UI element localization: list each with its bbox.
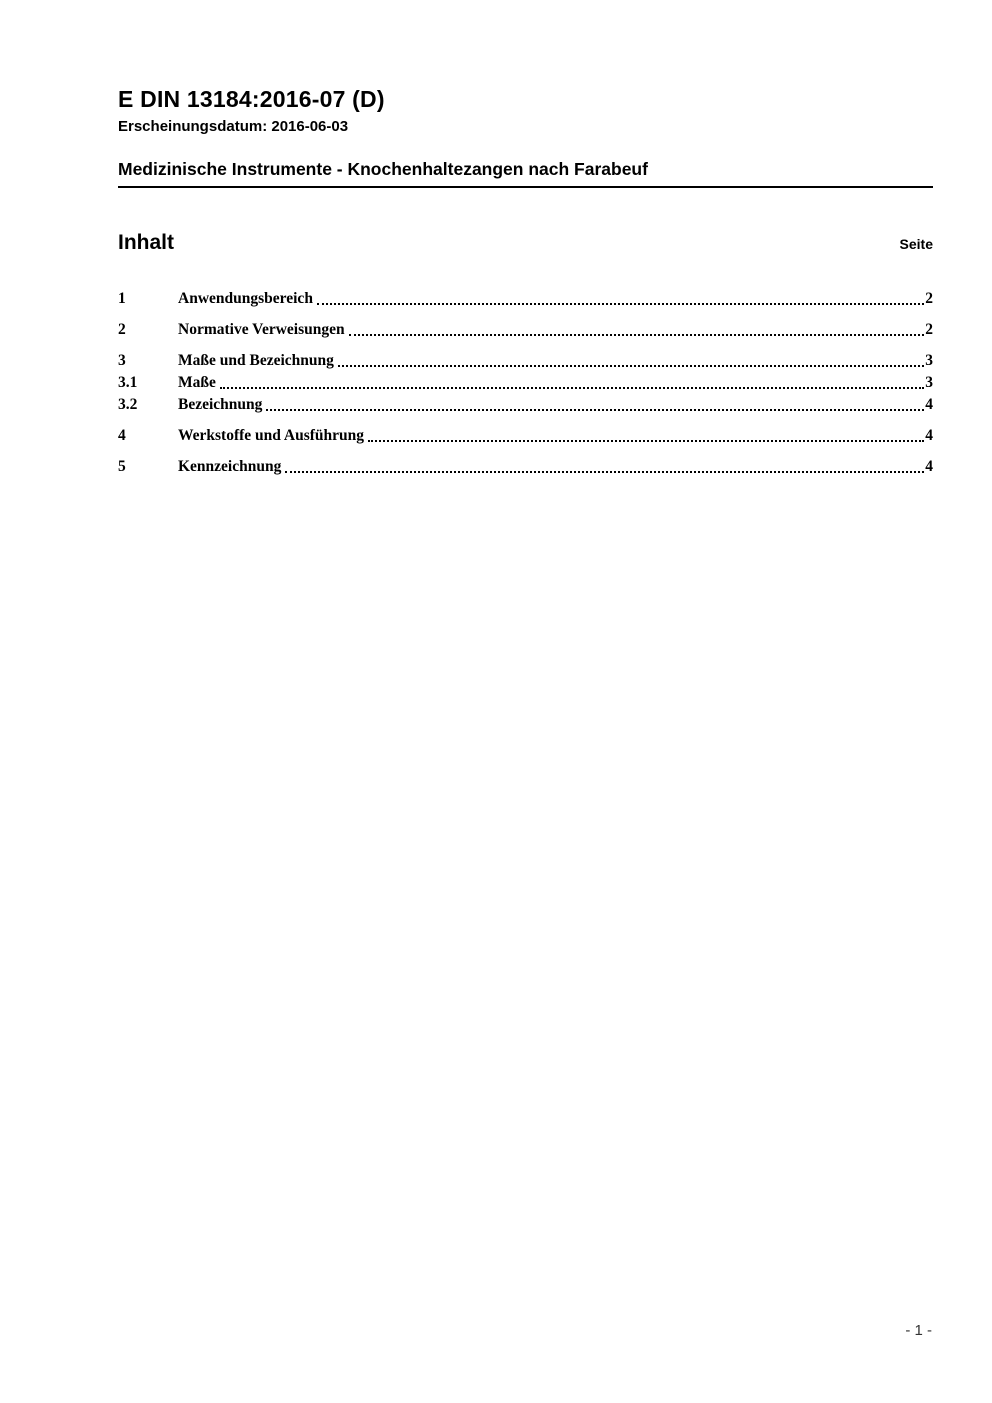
toc-entry-page: 2 [925, 289, 933, 307]
toc-entry-title: Normative Verweisungen [178, 320, 345, 338]
toc-entry-number: 3 [118, 351, 126, 369]
toc-entry[interactable] [118, 394, 933, 416]
toc-dot-leader [368, 425, 924, 442]
toc-entry-page: 4 [925, 395, 933, 413]
toc-entry-page: 4 [925, 426, 933, 444]
toc-entry-title: Anwendungsbereich [178, 289, 313, 307]
toc-entry-title: Kennzeichnung [178, 457, 282, 475]
toc-dot-leader [338, 350, 924, 367]
toc-entry-title: Maße [178, 373, 216, 391]
publication-date: Erscheinungsdatum: 2016-06-03 [118, 117, 349, 135]
toc-entry-number: 4 [118, 426, 126, 444]
toc-entry-title: Bezeichnung [178, 395, 263, 413]
toc-dot-leader [266, 394, 924, 411]
toc-dot-leader [349, 319, 925, 336]
toc-entry[interactable] [118, 456, 933, 478]
toc-dot-leader [285, 456, 924, 473]
toc-dot-leader [317, 288, 924, 305]
toc-entry[interactable] [118, 372, 933, 394]
toc-entry-title: Werkstoffe und Ausführung [178, 426, 365, 444]
page-column-label: Seite [899, 235, 933, 252]
toc-dot-leader [220, 372, 924, 389]
toc-header [118, 231, 933, 255]
toc-entry-number: 1 [118, 289, 126, 307]
toc-entry[interactable] [118, 288, 933, 310]
toc-entry-page: 4 [925, 457, 933, 475]
toc-entry-title: Maße und Bezeichnung [178, 351, 334, 369]
table-of-contents [118, 288, 933, 478]
toc-entry[interactable] [118, 425, 933, 447]
page-number: - 1 - [905, 1322, 932, 1339]
toc-heading: Inhalt [118, 230, 174, 254]
subject-heading: Medizinische Instrumente - Knochenhaltezangen nach Farabeuf [118, 159, 933, 188]
document-title: E DIN 13184:2016-07 (D) [118, 86, 385, 112]
toc-entry[interactable] [118, 350, 933, 372]
toc-entry-page: 2 [925, 320, 933, 338]
toc-entry-page: 3 [925, 351, 933, 369]
toc-entry-number: 2 [118, 320, 126, 338]
toc-entry-number: 3.2 [118, 395, 138, 413]
toc-entry-number: 5 [118, 457, 126, 475]
toc-entry-number: 3.1 [118, 373, 138, 391]
toc-entry-page: 3 [925, 373, 933, 391]
toc-entry[interactable] [118, 319, 933, 341]
